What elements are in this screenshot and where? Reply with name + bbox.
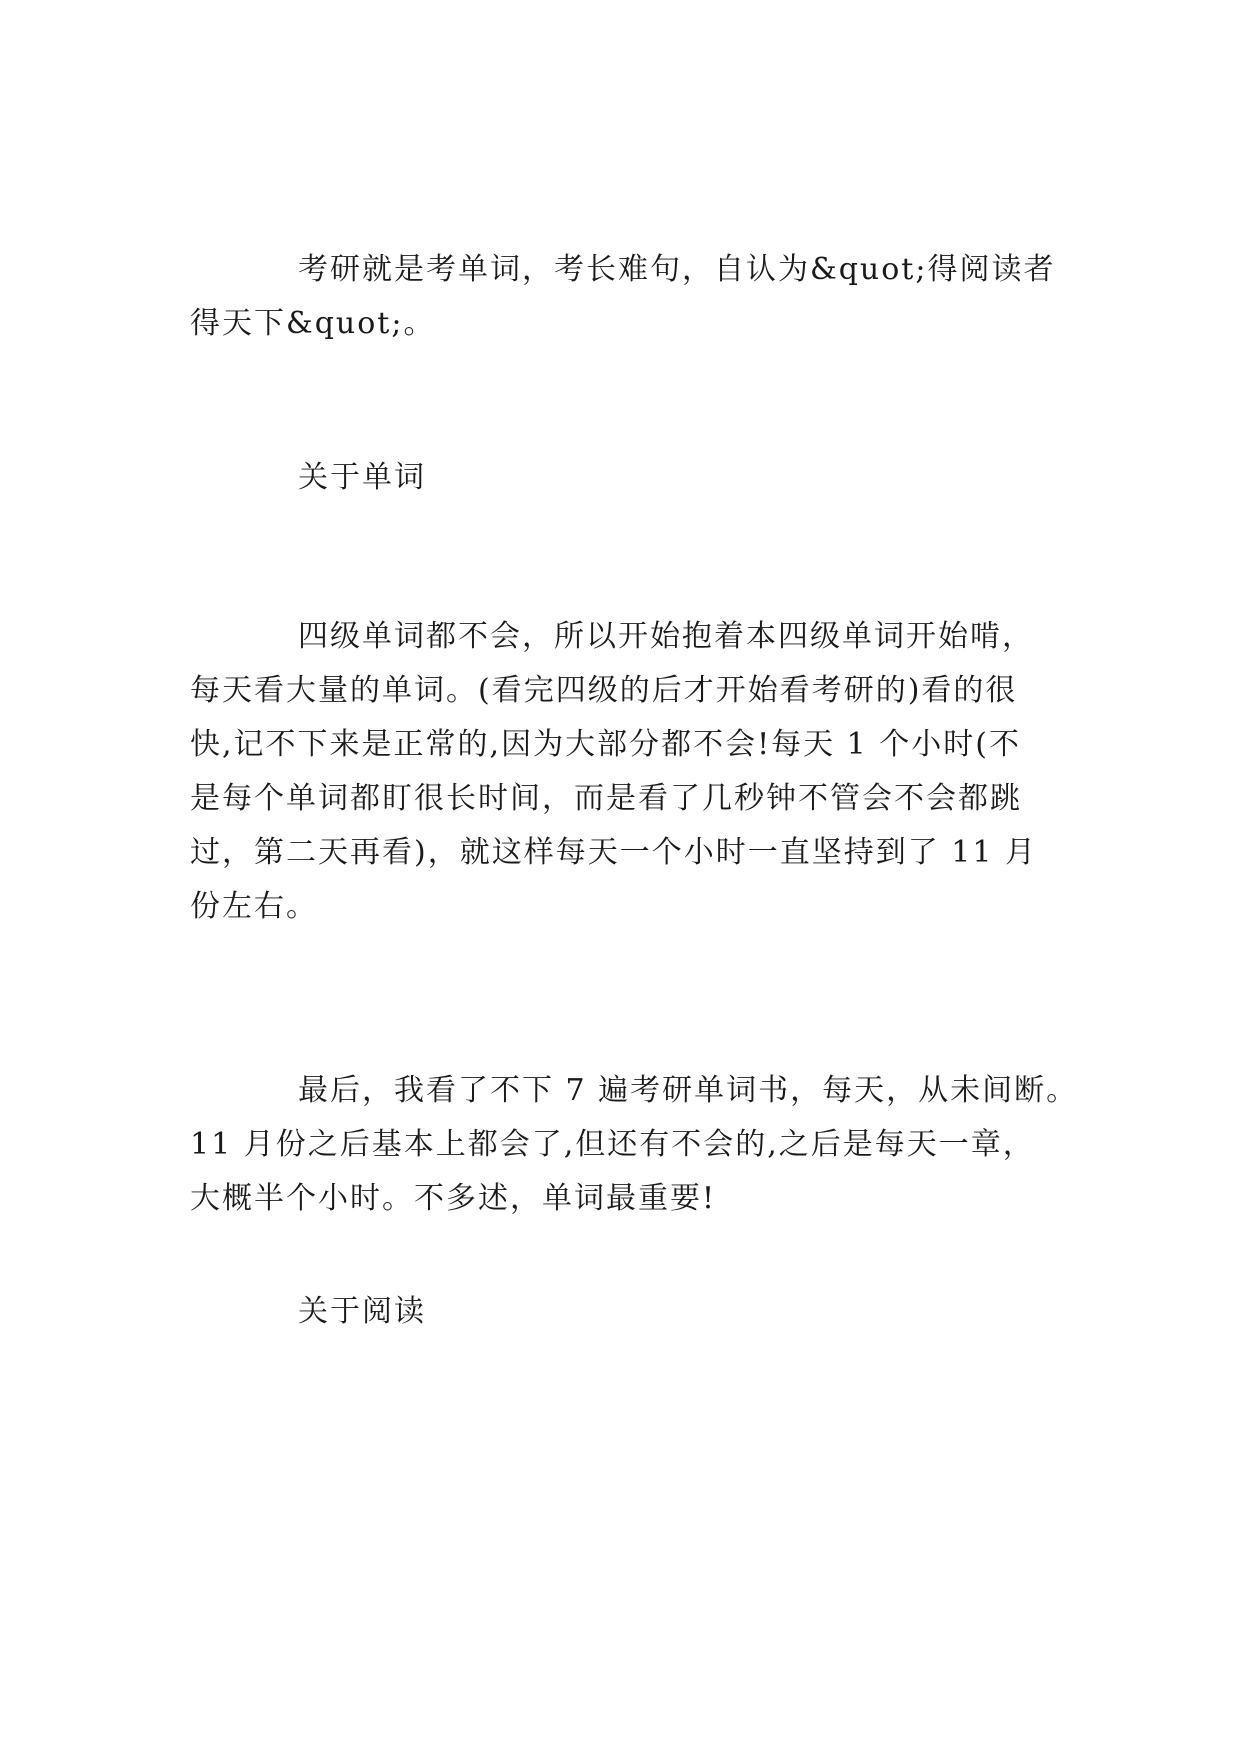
paragraph-line: 考研就是考单词，考长难句，自认为&quot;得阅读者: [298, 252, 1056, 287]
paragraph-line: 11 月份之后基本上都会了,但还有不会的,之后是每天一章，: [190, 1127, 1035, 1162]
paragraph-line: 得天下&quot;。: [190, 306, 436, 341]
paragraph-line: 大概半个小时。不多述，单词最重要!: [190, 1181, 717, 1216]
paragraph-line: 是每个单词都盯很长时间，而是看了几秒钟不管会不会都跳: [190, 781, 1022, 816]
paragraph-line: 每天看大量的单词。(看完四级的后才开始看考研的)看的很: [190, 673, 1018, 708]
paragraph-words: [190, 610, 1070, 934]
paragraph-intro: [190, 243, 1070, 351]
paragraph-finally: [190, 1064, 1079, 1226]
section-heading-reading: 关于阅读: [298, 1294, 426, 1329]
paragraph-line: 快,记不下来是正常的,因为大部分都不会!每天 1 个小时(不: [190, 727, 1021, 762]
section-heading-words: 关于单词: [298, 460, 426, 495]
paragraph-line: 过，第二天再看)，就这样每天一个小时一直坚持到了 11 月: [190, 835, 1037, 870]
paragraph-line: 份左右。: [190, 889, 318, 924]
paragraph-line: 四级单词都不会，所以开始抱着本四级单词开始啃，: [298, 619, 1034, 654]
paragraph-line: 最后，我看了不下 7 遍考研单词书，每天，从未间断。: [298, 1073, 1079, 1108]
